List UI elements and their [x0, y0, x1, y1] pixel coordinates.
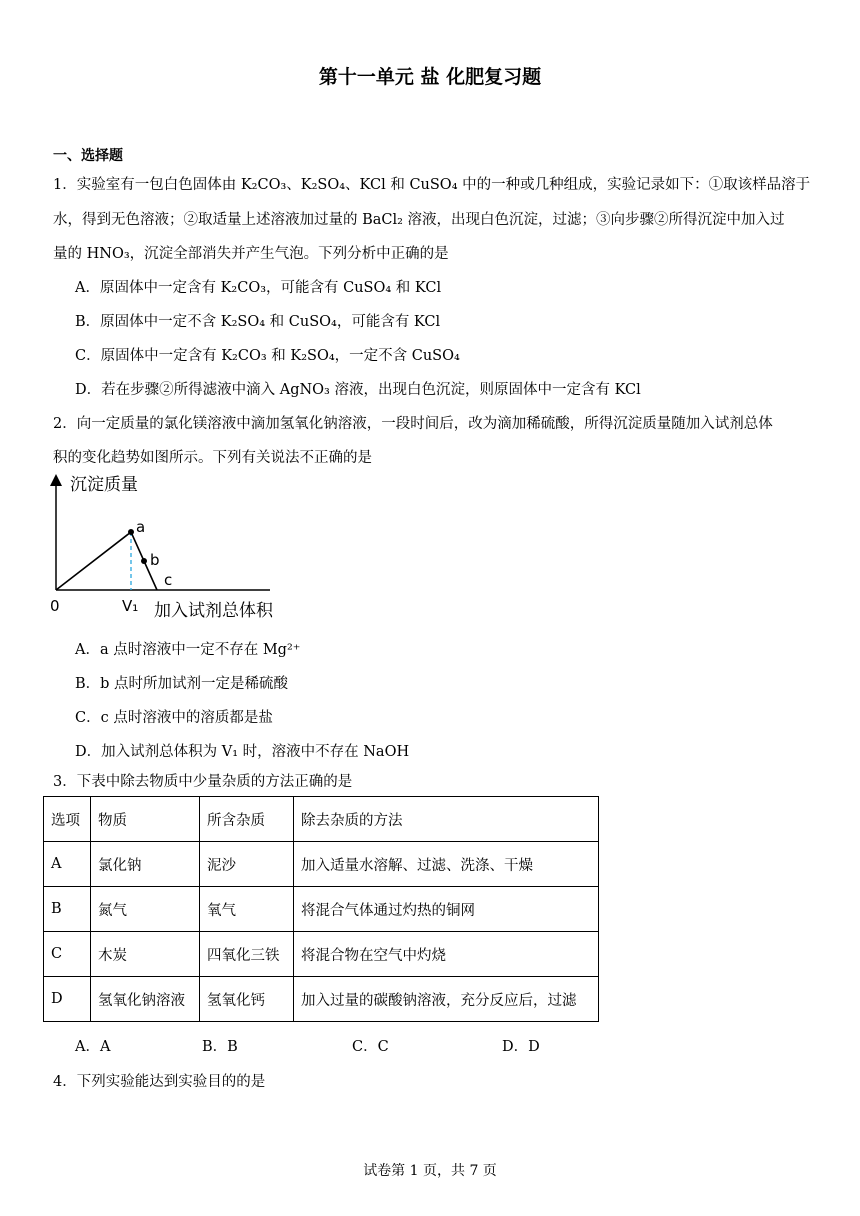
x-axis-label: 加入试剂总体积: [154, 601, 273, 621]
q2-option-c: C．c 点时溶液中的溶质都是盐: [75, 710, 273, 726]
label-a: a: [136, 518, 146, 536]
table-header-row: [44, 797, 599, 842]
origin-label: 0: [50, 597, 60, 615]
section-heading: 一、选择题: [53, 148, 123, 164]
q1-option-b: B．原固体中一定不含 K₂SO₄ 和 CuSO₄，可能含有 KCl: [75, 314, 441, 330]
label-c: c: [164, 571, 173, 589]
q1-line-3: 量的 HNO₃，沉淀全部消失并产生气泡。下列分析中正确的是: [53, 246, 449, 262]
table-cell: 氢氧化钠溶液: [91, 977, 200, 1022]
table-cell: 木炭: [91, 932, 200, 977]
table-cell: 氯化钠: [91, 842, 200, 887]
table-row: [44, 977, 599, 1022]
q2-line-2: 积的变化趋势如图所示。下列有关说法不正确的是: [53, 450, 372, 466]
table-cell: 将混合气体通过灼热的铜网: [294, 887, 599, 932]
point-b: [141, 558, 147, 564]
table-cell: C: [44, 932, 91, 977]
table-header-cell: 物质: [91, 797, 200, 842]
table-cell: 四氧化三铁: [200, 932, 294, 977]
precipitate-mass-graph: [40, 470, 300, 630]
table-row: [44, 932, 599, 977]
q2-option-b: B．b 点时所加试剂一定是稀硫酸: [75, 676, 289, 692]
v1-label: V₁: [122, 597, 139, 615]
table-cell: 泥沙: [200, 842, 294, 887]
table-cell: 将混合物在空气中灼烧: [294, 932, 599, 977]
q3-option-a: A．A: [75, 1039, 111, 1055]
q3-option-c: C．C: [352, 1039, 389, 1055]
table-cell: 氮气: [91, 887, 200, 932]
q2-line-1: 2．向一定质量的氯化镁溶液中滴加氢氧化钠溶液，一段时间后，改为滴加稀硫酸，所得沉淀质量随加入试剂总体: [53, 416, 773, 432]
page-title: 第十一单元 盐 化肥复习题: [318, 66, 542, 88]
table-cell: 氧气: [200, 887, 294, 932]
q3-option-d: D．D: [502, 1039, 540, 1055]
q1-option-d: D．若在步骤②所得滤液中滴入 AgNO₃ 溶液，出现白色沉淀，则原固体中一定含有 KCl: [75, 382, 641, 398]
q3-option-b: B．B: [202, 1039, 238, 1055]
impurity-table: [43, 796, 599, 1022]
table-header-cell: 选项: [44, 797, 91, 842]
point-a: [128, 529, 134, 535]
q1-option-c: C．原固体中一定含有 K₂CO₃ 和 K₂SO₄，一定不含 CuSO₄: [75, 348, 460, 364]
table-row: [44, 842, 599, 887]
table-header-cell: 除去杂质的方法: [294, 797, 599, 842]
page-footer: 试卷第 1 页，共 7 页: [363, 1163, 497, 1179]
q1-line-1: 1．实验室有一包白色固体由 K₂CO₃、K₂SO₄、KCl 和 CuSO₄ 中的一种或几种组成，实验记录如下：①取该样品溶于: [53, 177, 811, 193]
table-row: [44, 887, 599, 932]
table-cell: B: [44, 887, 91, 932]
table-cell: A: [44, 842, 91, 887]
q3-line-1: 3．下表中除去物质中少量杂质的方法正确的是: [53, 774, 353, 790]
q1-option-a: A．原固体中一定含有 K₂CO₃，可能含有 CuSO₄ 和 KCl: [75, 280, 442, 296]
table-cell: 氢氧化钙: [200, 977, 294, 1022]
label-b: b: [150, 551, 160, 569]
q1-line-2: 水，得到无色溶液；②取适量上述溶液加过量的 BaCl₂ 溶液，出现白色沉淀，过滤；③向步骤②所得沉淀中加入过: [53, 212, 785, 228]
q4-line-1: 4．下列实验能达到实验目的的是: [53, 1074, 266, 1090]
table-cell: D: [44, 977, 91, 1022]
table-cell: 加入过量的碳酸钠溶液，充分反应后，过滤: [294, 977, 599, 1022]
q2-option-a: A．a 点时溶液中一定不存在 Mg²⁺: [75, 642, 301, 658]
q2-option-d: D．加入试剂总体积为 V₁ 时，溶液中不存在 NaOH: [75, 744, 410, 760]
table-cell: 加入适量水溶解、过滤、洗涤、干燥: [294, 842, 599, 887]
table-header-cell: 所含杂质: [200, 797, 294, 842]
y-axis-label: 沉淀质量: [70, 475, 138, 495]
